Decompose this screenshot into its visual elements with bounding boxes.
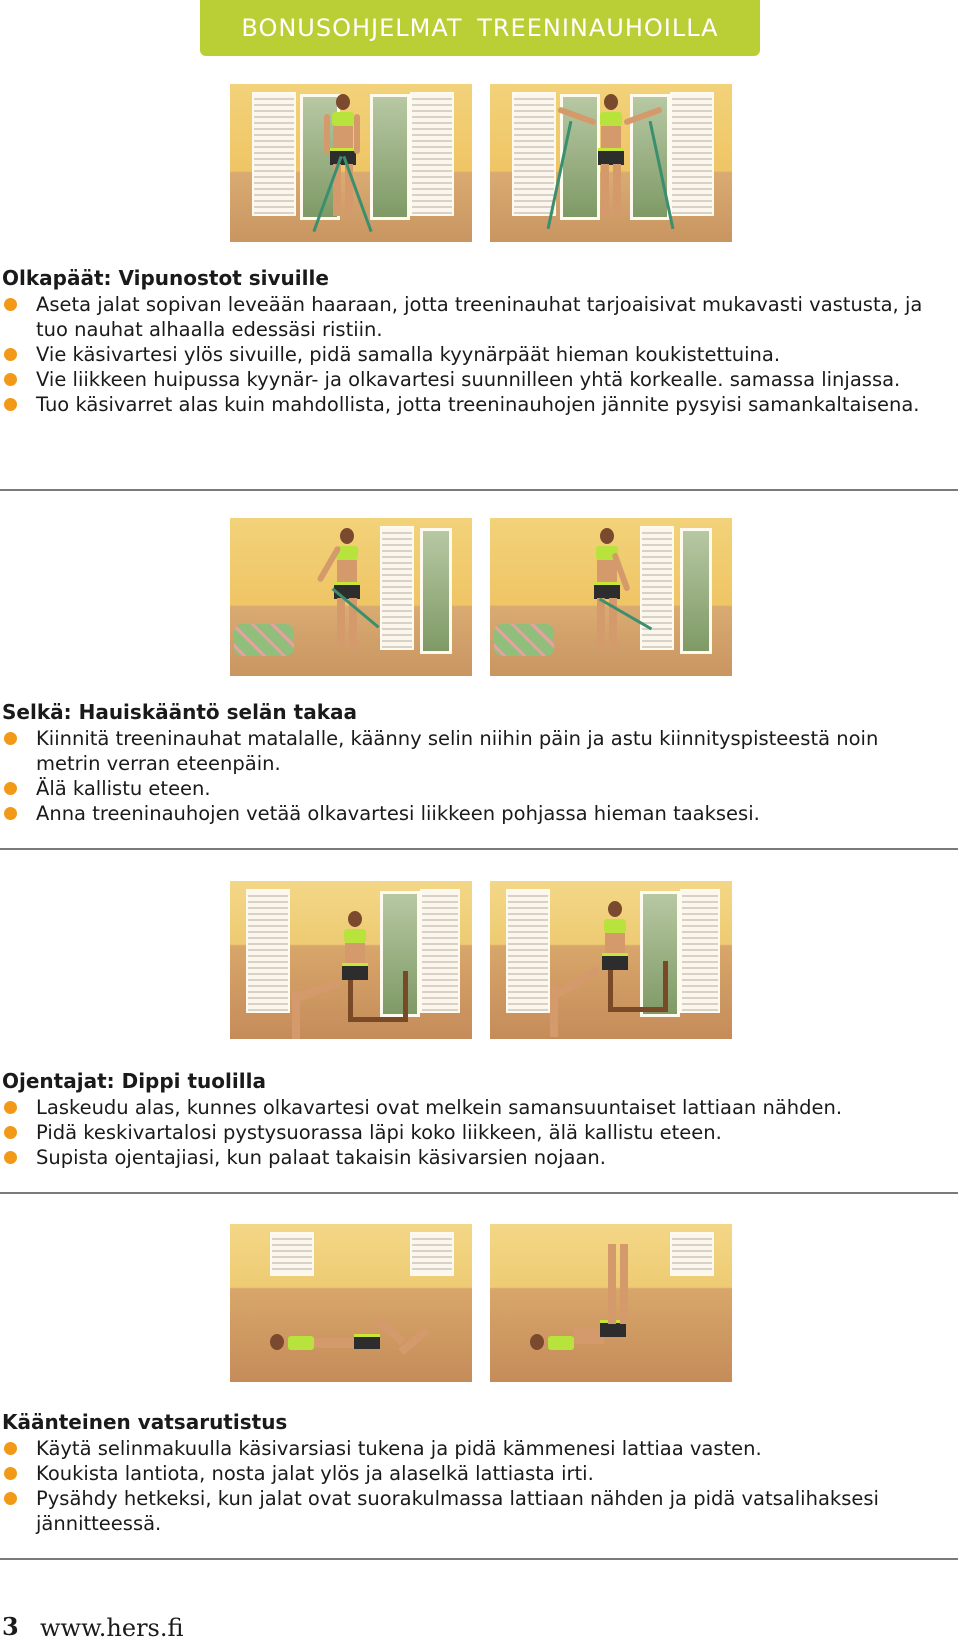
instruction-item: Anna treeninauhojen vetää olkavartesi liikkeen pohjassa hieman taaksesi. bbox=[0, 801, 930, 826]
instruction-item: Vie liikkeen huipussa kyynär- ja olkavartesi suunnilleen yhtä korkealle. samassa linjassa. bbox=[0, 367, 930, 392]
instruction-item: Kiinnitä treeninauhat matalalle, käänny selin niihin päin ja astu kiinnityspisteestä noin metrin verran eteenpäin. bbox=[0, 726, 930, 776]
instruction-item: Käytä selinmakuulla käsivarsiasi tukena ja pidä kämmenesi lattiaa vasten. bbox=[0, 1436, 930, 1461]
instruction-item: Koukista lantiota, nosta jalat ylös ja alaselkä lattiasta irti. bbox=[0, 1461, 930, 1486]
instruction-item: Älä kallistu eteen. bbox=[0, 776, 930, 801]
exercise-photos bbox=[230, 84, 732, 242]
exercise-photo-end bbox=[490, 1224, 732, 1382]
section-divider bbox=[0, 489, 958, 491]
website-link[interactable]: www.hers.fi bbox=[40, 1614, 184, 1642]
bullet-icon bbox=[4, 298, 17, 311]
bullet-icon bbox=[4, 1467, 17, 1480]
section-banner: BONUSOHJELMAT TREENINAUHOILLA bbox=[200, 0, 760, 56]
instruction-item: Pysähdy hetkeksi, kun jalat ovat suorakulmassa lattiaan nähden ja pidä vatsalihaksesi jännitteessä. bbox=[0, 1486, 930, 1536]
instruction-item: Vie käsivartesi ylös sivuille, pidä samalla kyynärpäät hieman koukistettuina. bbox=[0, 342, 930, 367]
bullet-icon bbox=[4, 732, 17, 745]
exercise-title: Käänteinen vatsarutistus bbox=[2, 1410, 288, 1434]
exercise-photo-start bbox=[230, 84, 472, 242]
bullet-icon bbox=[4, 1126, 17, 1139]
instruction-item: Laskeudu alas, kunnes olkavartesi ovat melkein samansuuntaiset lattiaan nähden. bbox=[0, 1095, 930, 1120]
instruction-item: Aseta jalat sopivan leveään haaraan, jotta treeninauhat tarjoaisivat mukavasti vastusta, ja tuo nauhat alhaalla edessäsi ristiin. bbox=[0, 292, 930, 342]
instruction-item: Tuo käsivarret alas kuin mahdollista, jotta treeninauhojen jännite pysyisi samankaltaisena. bbox=[0, 392, 930, 417]
bullet-icon bbox=[4, 373, 17, 386]
exercise-photos bbox=[230, 518, 732, 676]
bullet-icon bbox=[4, 348, 17, 361]
exercise-photos bbox=[230, 1224, 732, 1382]
exercise-photos bbox=[230, 881, 732, 1039]
instruction-list bbox=[0, 292, 930, 417]
exercise-photo-end bbox=[490, 518, 732, 676]
section-divider bbox=[0, 1558, 958, 1560]
bullet-icon bbox=[4, 398, 17, 411]
bullet-icon bbox=[4, 782, 17, 795]
bullet-icon bbox=[4, 807, 17, 820]
instruction-item: Pidä keskivartalosi pystysuorassa läpi koko liikkeen, älä kallistu eteen. bbox=[0, 1120, 930, 1145]
exercise-photo-start bbox=[230, 518, 472, 676]
bullet-icon bbox=[4, 1151, 17, 1164]
instruction-list bbox=[0, 1095, 930, 1170]
page-footer bbox=[0, 1612, 400, 1646]
instruction-item: Supista ojentajiasi, kun palaat takaisin käsivarsien nojaan. bbox=[0, 1145, 930, 1170]
exercise-title: Olkapäät: Vipunostot sivuille bbox=[2, 266, 329, 290]
exercise-title: Selkä: Hauiskääntö selän takaa bbox=[2, 700, 357, 724]
exercise-photo-end bbox=[490, 881, 732, 1039]
bullet-icon bbox=[4, 1492, 17, 1505]
instruction-list bbox=[0, 1436, 930, 1536]
exercise-photo-start bbox=[230, 1224, 472, 1382]
section-divider bbox=[0, 848, 958, 850]
page-number: 3 bbox=[2, 1612, 19, 1641]
bullet-icon bbox=[4, 1101, 17, 1114]
exercise-photo-start bbox=[230, 881, 472, 1039]
instruction-list bbox=[0, 726, 930, 826]
exercise-photo-end bbox=[490, 84, 732, 242]
bullet-icon bbox=[4, 1442, 17, 1455]
section-divider bbox=[0, 1192, 958, 1194]
exercise-title: Ojentajat: Dippi tuolilla bbox=[2, 1069, 266, 1093]
